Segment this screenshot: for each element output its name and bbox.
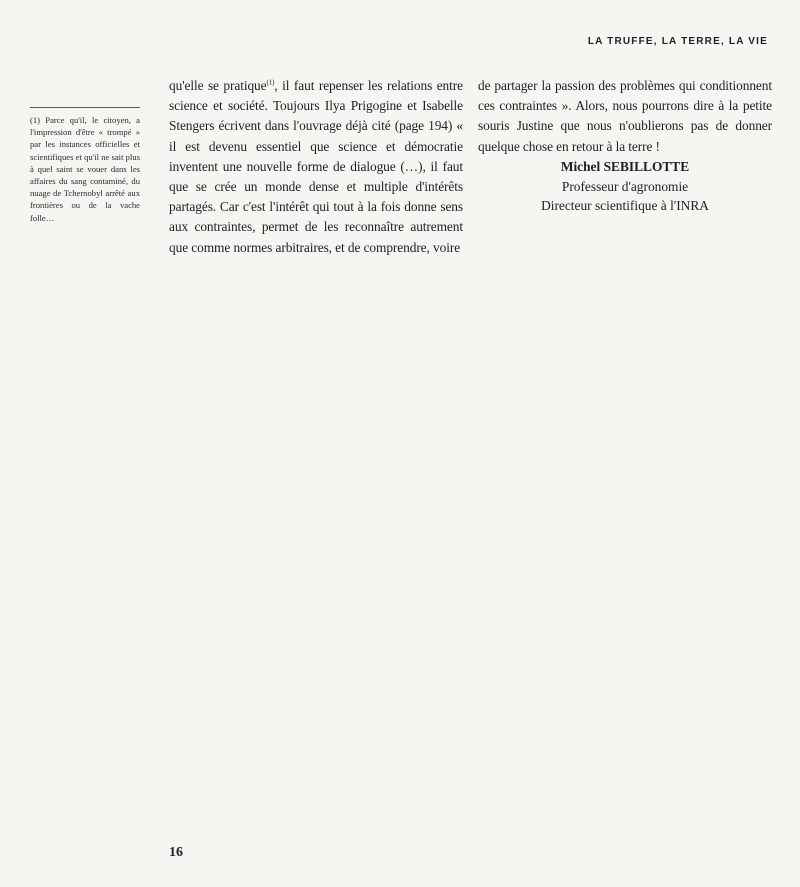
author-role: Directeur scientifique à l'INRA <box>541 198 709 213</box>
running-header: LA TRUFFE, LA TERRE, LA VIE <box>587 36 768 47</box>
footnote-reference: (1) <box>266 78 275 87</box>
paragraph-left-rest: , il faut repenser les relations entre science et société. Toujours Ilya Prigogine et Isabelle Stengers écrivent dans l'ouvrage déjà cité (page 194) « il est devenu essentiel que science et démocratie inventent une nouvelle forme de dialogue (…), il faut que se crée un monde dense et multiple d'intérêts partagés. Car c'est l'intérêt qui tout à la fois donne sens aux contraintes, permet de les reconnaître autrement que comme normes arbitraires, et de comprendre, voire <box>169 78 463 255</box>
footnote <box>30 107 140 224</box>
paragraph-left <box>169 76 463 258</box>
author-name: Michel SEBILLOTTE <box>560 159 690 174</box>
body-column-right <box>478 76 772 157</box>
footnote-text: (1) Parce qu'il, le citoyen, a l'impression d'être « trompé » par les instances officielles et scientifiques et qu'il ne sait plus à quel saint se vouer dans les affaires du sang contaminé, du nuage de Tchernobyl arrêté aux frontières ou de la vache folle… <box>30 115 140 223</box>
author-title: Professeur d'agronomie <box>561 178 689 194</box>
page-number: 16 <box>169 845 183 860</box>
paragraph-left-start: qu'elle se pratique <box>169 78 267 93</box>
body-column-left <box>169 76 463 258</box>
paragraph-right: de partager la passion des problèmes qui conditionnent ces contraintes ». Alors, nous pourrons dire à la petite souris Justine que nous n'oublierons pas de donner quelque chose en retour à la terre ! <box>478 78 772 154</box>
signature-block <box>478 157 772 216</box>
